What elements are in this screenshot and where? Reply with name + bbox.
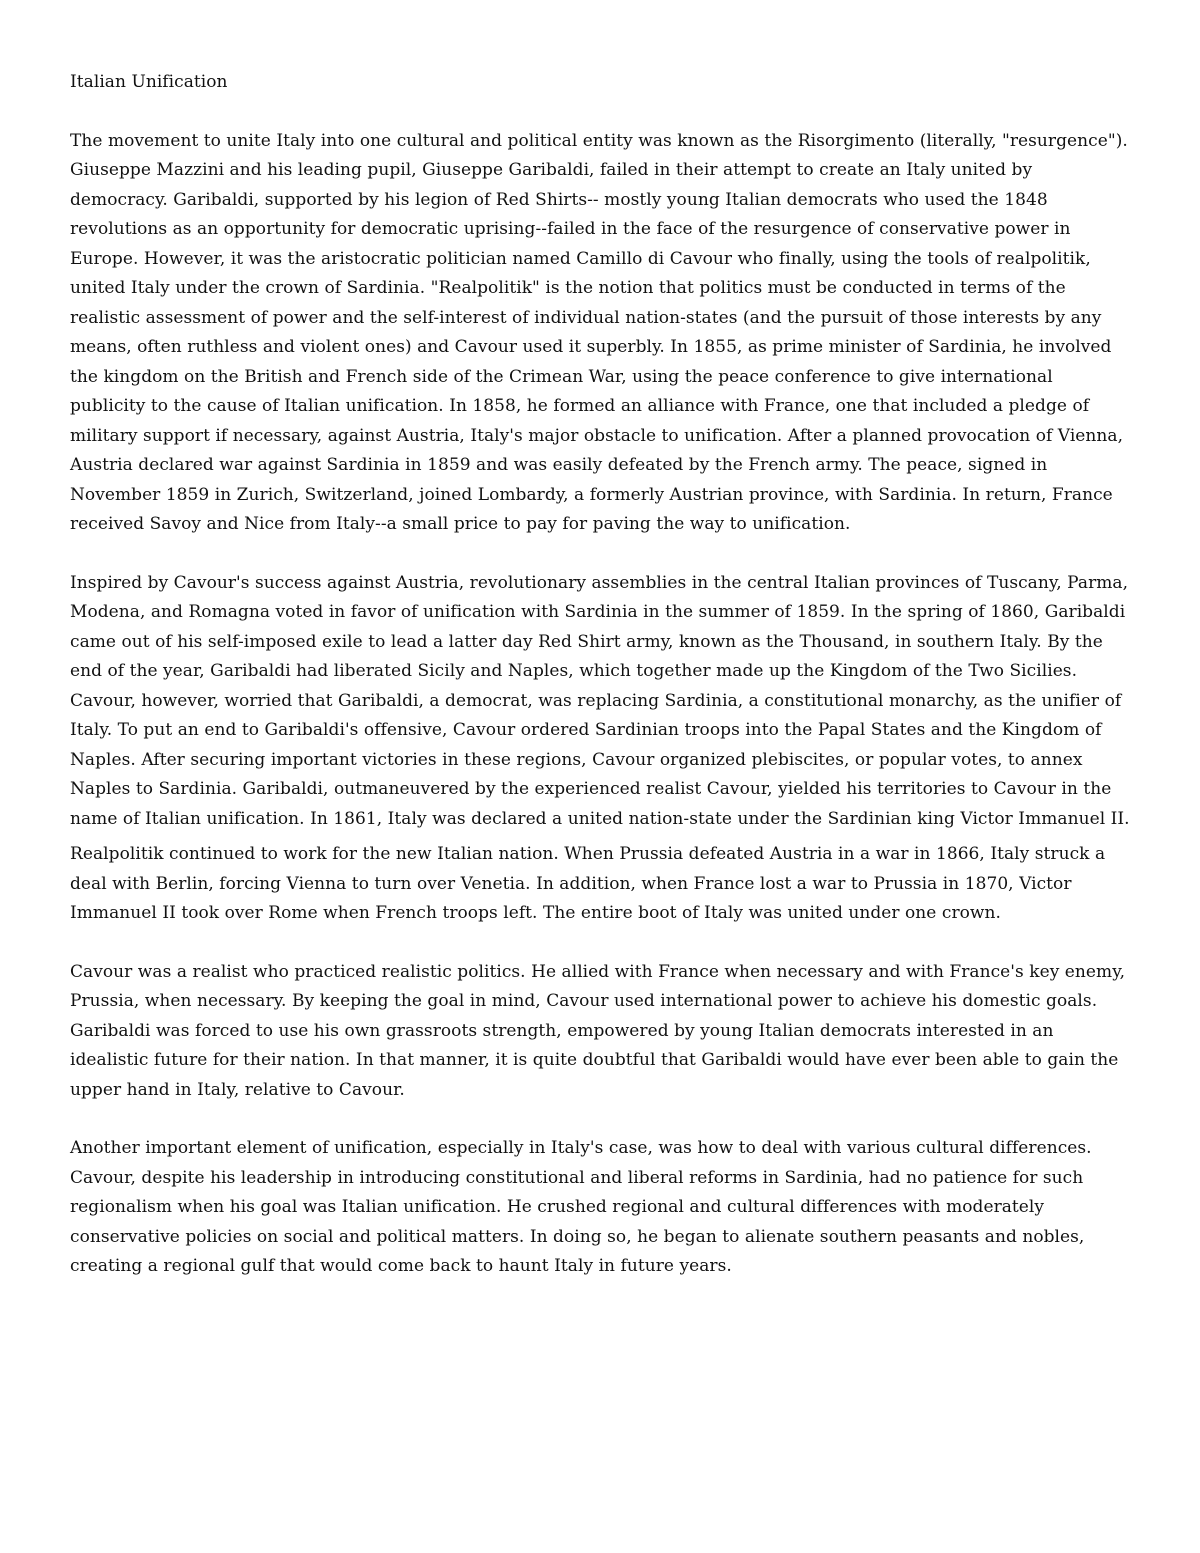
paragraph-cultural-differences: Another important element of unification, especially in Italy's case, was how to deal with various cultural differences. Cavour, despite his leadership in introducing constitutional and liberal reforms in Sardinia, had no patience for such regionalism when his goal was Italian unification. He crushed regional and cultural differences with moderately conservative policies on social and political matters. In doing so, he began to alienate southern peasants and nobles, creating a regional gulf that would come back to haunt Italy in future years.	[70, 1138, 1092, 1276]
document-title: Italian Unification	[70, 72, 228, 92]
paragraph-realpolitik-continued: Realpolitik continued to work for the new Italian nation. When Prussia defeated Austria in a war in 1866, Italy struck a deal with Berlin, forcing Vienna to turn over Venetia. In addition, when France lost a war to Prussia in 1870, Victor Immanuel II took over Rome when French troops left. The entire boot of Italy was united under one crown.	[70, 844, 1106, 923]
paragraph-central-provinces: Inspired by Cavour's success against Austria, revolutionary assemblies in the central Italian provinces of Tuscany, Parma, Modena, and Romagna voted in favor of unification with Sardinia in the summer of 1859. In the spring of 1860, Garibaldi came out of his self-imposed exile to lead a latter day Red Shirt army, known as the Thousand, in southern Italy. By the end of the year, Garibaldi had liberated Sicily and Naples, which together made up the Kingdom of the Two Sicilies. Cavour, however, worried that Garibaldi, a democrat, was replacing Sardinia, a constitutional monarchy, as the unifier of Italy. To put an end to Garibaldi's offensive, Cavour ordered Sardinian troops into the Papal States and the Kingdom of Naples. After securing important victories in these regions, Cavour organized plebiscites, or popular votes, to annex Naples to Sardinia. Garibaldi, outmaneuvered by the experienced realist Cavour, yielded his territories to Cavour in the name of Italian unification. In 1861, Italy was declared a united nation-state under the Sardinian king Victor Immanuel II.	[70, 572, 1130, 829]
paragraph-risorgimento: The movement to unite Italy into one cultural and political entity was known as the Risorgimento (literally, "resurgence"). Giuseppe Mazzini and his leading pupil, Giuseppe Garibaldi, failed in their attempt to create an Italy united by democracy. Garibaldi, supported by his legion of Red Shirts-- mostly young Italian democrats who used the 1848 revolutions as an opportunity for democratic uprising--failed in the face of the resurgence of conservative power in Europe. However, it was the aristocratic politician named Camillo di Cavour who finally, using the tools of realpolitik, united Italy under the crown of Sardinia. "Realpolitik" is the notion that politics must be conducted in terms of the realistic assessment of power and the self-interest of individual nation-states (and the pursuit of those interests by any means, often ruthless and violent ones) and Cavour used it superbly. In 1855, as prime minister of Sardinia, he involved the kingdom on the British and French side of the Crimean War, using the peace conference to give international publicity to the cause of Italian unification. In 1858, he formed an alliance with France, one that included a pledge of military support if necessary, against Austria, Italy's major obstacle to unification. After a planned provocation of Vienna, Austria declared war against Sardinia in 1859 and was easily defeated by the French army. The peace, signed in November 1859 in Zurich, Switzerland, joined Lombardy, a formerly Austrian province, with Sardinia. In return, France received Savoy and Nice from Italy--a small price to pay for paving the way to unification.	[70, 130, 1128, 534]
document-page	[70, 68, 1130, 1311]
paragraph-cavour-realist: Cavour was a realist who practiced realistic politics. He allied with France when necessary and with France's key enemy, Prussia, when necessary. By keeping the goal in mind, Cavour used international power to achieve his domestic goals. Garibaldi was forced to use his own grassroots strength, empowered by young Italian democrats interested in an idealistic future for their nation. In that manner, it is quite doubtful that Garibaldi would have ever been able to gain the upper hand in Italy, relative to Cavour.	[70, 961, 1126, 1100]
